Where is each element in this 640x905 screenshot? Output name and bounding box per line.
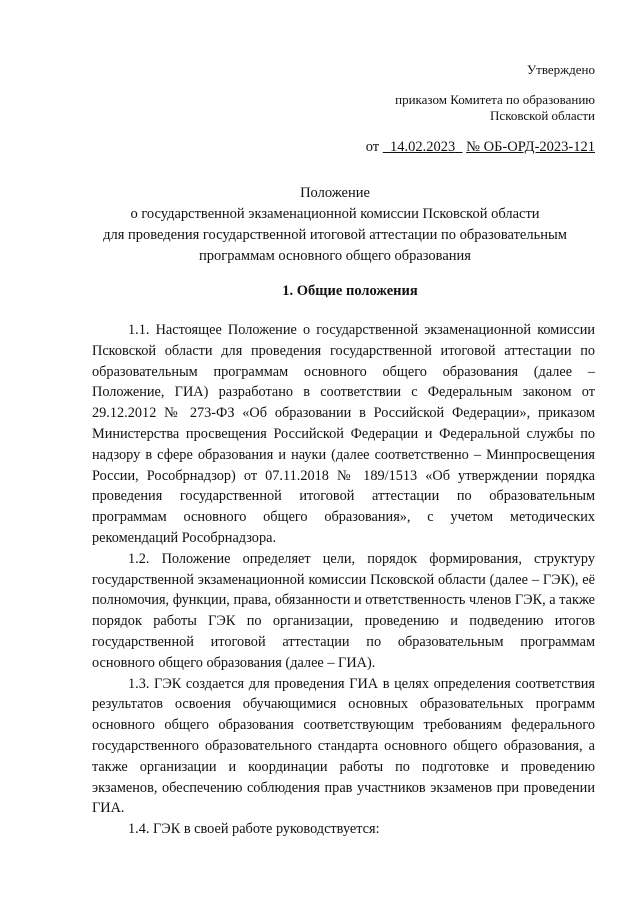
order-date-line xyxy=(366,139,595,155)
document-title xyxy=(60,183,610,267)
paragraph-1-2: 1.2. Положение определяет цели, порядок формирования, структуру государственной экзаменационной комиссии Псковской области (далее – ГЭК), её полномочия, функции, права, обязанности и ответственность членов ГЭК, а также порядок работы ГЭК по организации, проведению и подведению итогов государственной итоговой аттестации по образовательным программам основного общего образования (далее – ГИА). xyxy=(92,550,595,671)
approval-stamp: Утверждено xyxy=(526,62,595,77)
paragraph-1-3: 1.3. ГЭК создается для проведения ГИА в целях определения соответствия результатов освоения обучающимися основных образовательных программ основного общего образования соответствующим требованиям федерального государственного образовательного стандарта основного общего образования, а также организации и координации работы по подготовке и проведению экзаменов, обеспечению соблюдения прав участников экзаменов при проведении ГИА. xyxy=(92,675,595,817)
paragraph-1-1: 1.1. Настоящее Положение о государственной экзаменационной комиссии Псковской области для проведения государственной итоговой аттестации по образовательным программам основного общего образования (далее – Положение, ГИА) разработано в соответствии с Федеральным законом от 29.12.2012 № 273-ФЗ «Об образовании в Российской Федерации», приказом Министерства просвещения Российской Федерации и Федеральной службы по надзору в сфере образования и науки (далее соответственно – Минпросвещения России, Рособрнадзор) от 07.11.2018 № 189/1513 «Об утверждении порядка проведения государственной итоговой аттестации по образовательным программам основного общего образования», с учетом методических рекомендаций Рособрнадзора. xyxy=(92,322,595,546)
approval-order xyxy=(395,92,595,124)
order-line-2: Псковской области xyxy=(490,108,595,123)
title-line-1: Положение xyxy=(300,185,370,201)
section-body xyxy=(92,320,595,840)
title-line-3: для проведения государственной итоговой аттестации по образовательным xyxy=(103,227,567,243)
order-line-1: приказом Комитета по образованию xyxy=(395,92,595,107)
order-number: № ОБ-ОРД-2023-121 xyxy=(466,139,595,155)
section-heading: 1. Общие положения xyxy=(282,283,418,299)
order-date: 14.02.2023 xyxy=(390,139,456,155)
paragraph-1-4: 1.4. ГЭК в своей работе руководствуется: xyxy=(128,821,380,838)
title-line-4: программам основного общего образования xyxy=(199,248,471,264)
date-prefix: от xyxy=(365,139,380,155)
title-line-2: о государственной экзаменационной комиссии Псковской области xyxy=(130,206,540,222)
